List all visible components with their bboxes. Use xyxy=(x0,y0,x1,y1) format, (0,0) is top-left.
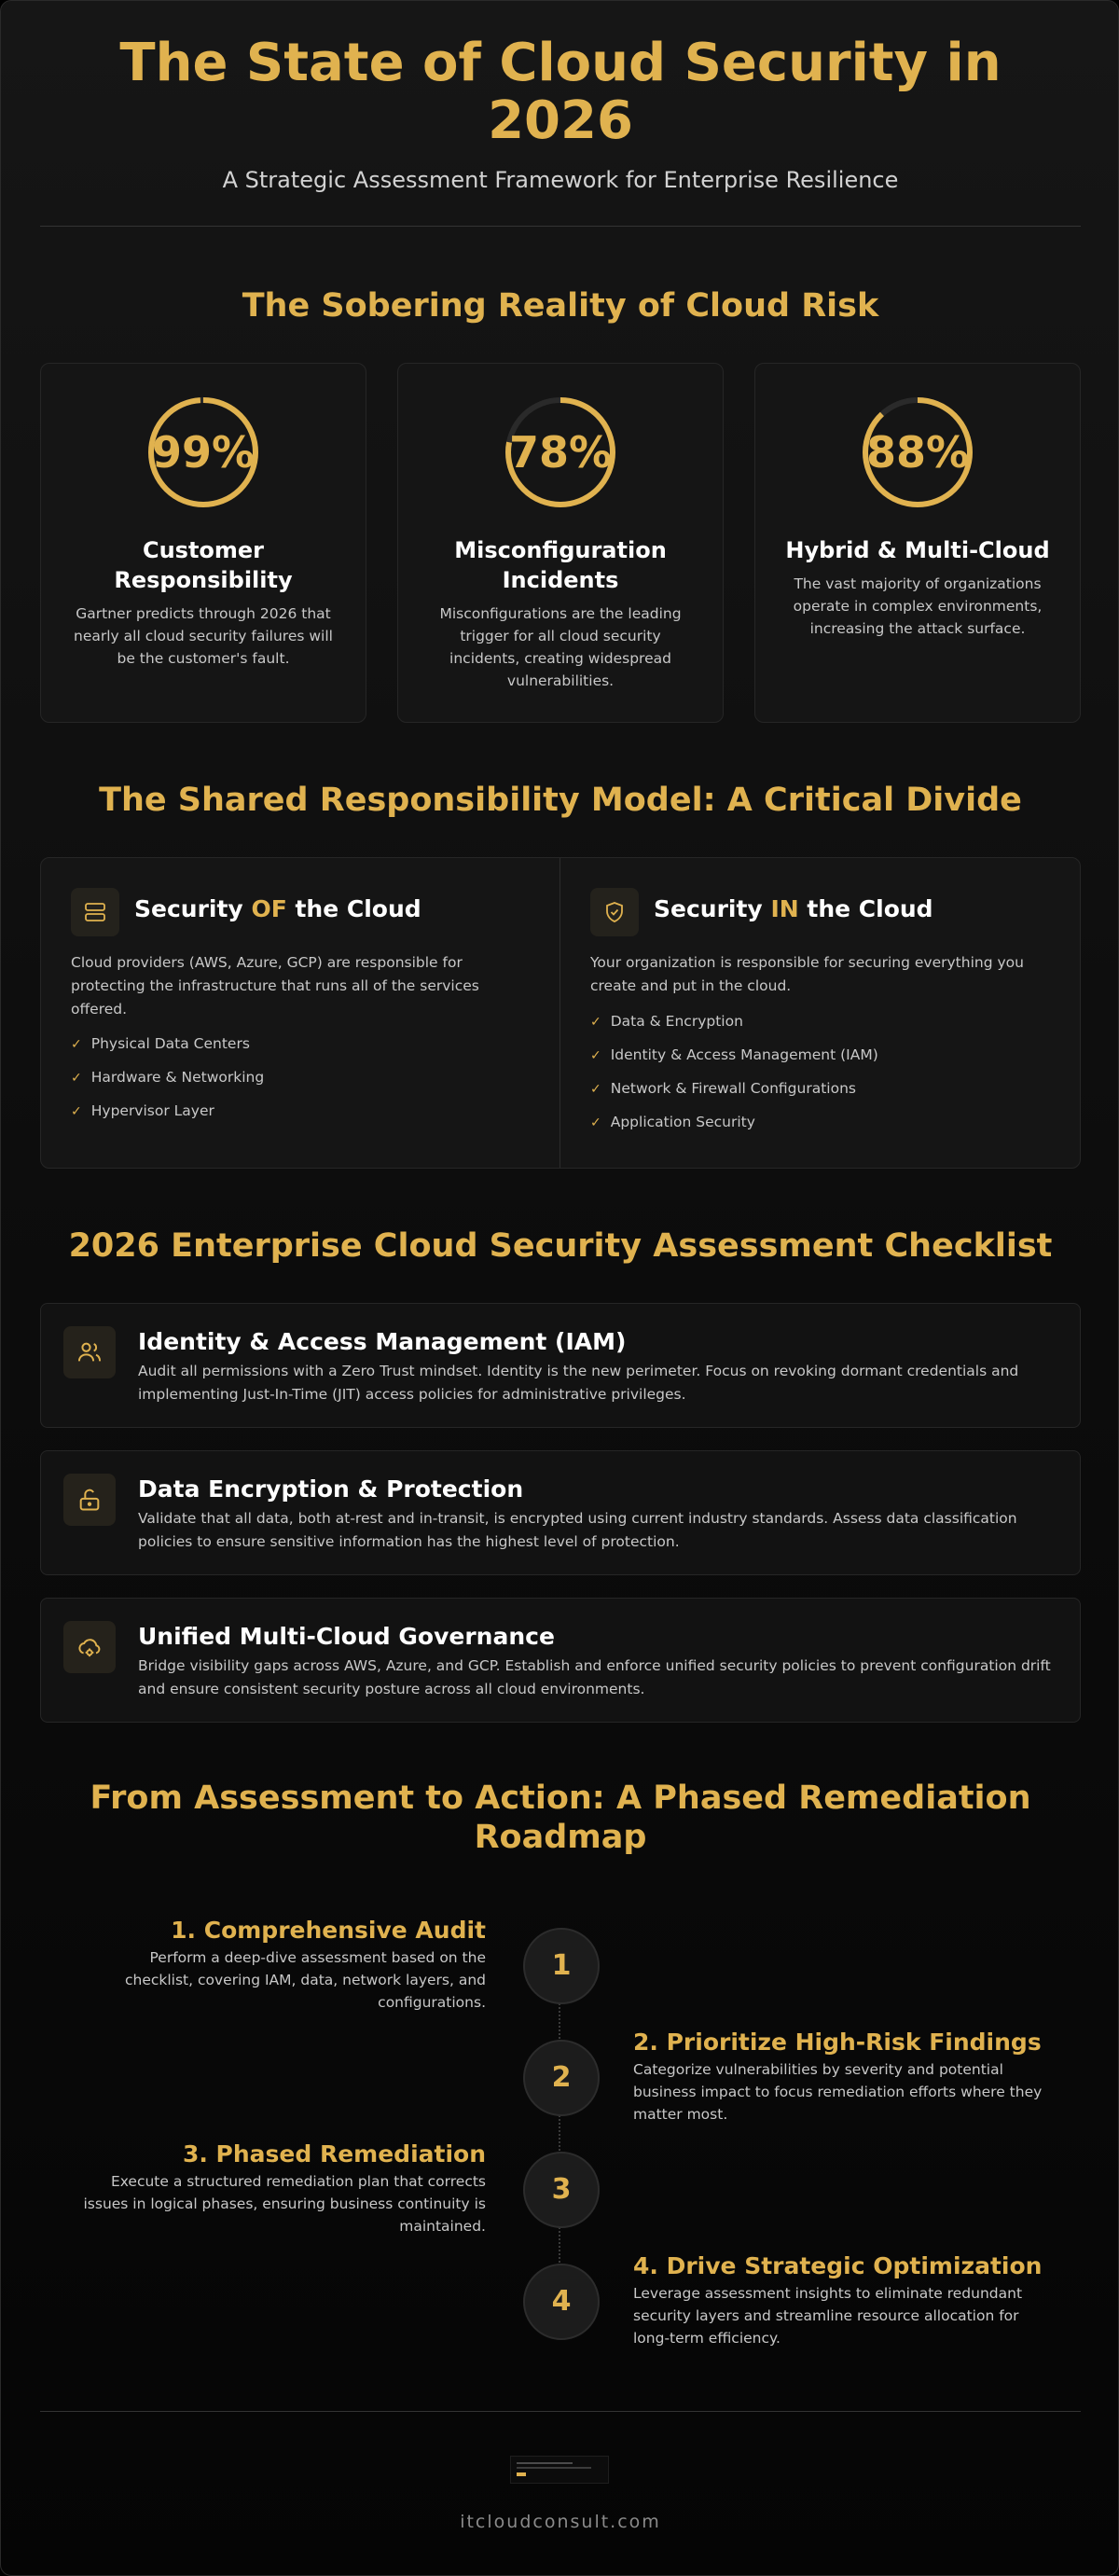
stat-value: 88% xyxy=(865,427,970,478)
stat-description: Misconfigurations are the leading trigger for all cloud security incidents, creating widespread vulnerabilities. xyxy=(439,605,682,689)
stat-card-hybrid-multicloud xyxy=(754,363,1081,723)
check-icon: ✓ xyxy=(71,1037,82,1052)
check-icon: ✓ xyxy=(590,1115,601,1130)
model-section-title: The Shared Responsibility Model: A Critical Divide xyxy=(99,782,1022,819)
page-title: The State of Cloud Security in 2026 xyxy=(119,33,1002,151)
stat-description: The vast majority of organizations operate in complex environments, increasing the attack surface. xyxy=(793,575,1043,637)
checklist-item-encryption xyxy=(40,1450,1081,1575)
checklist-item-description: Audit all permissions with a Zero Trust mindset. Identity is the new perimeter. Focus on revoking dormant credentials and implementing Just-In-Time (JIT) access policies for administrative privileges. xyxy=(138,1363,1019,1403)
stat-description: Gartner predicts through 2026 that nearly all cloud security failures will be the customer's fault. xyxy=(74,605,333,667)
list-item: ✓ Network & Firewall Configurations xyxy=(590,1080,856,1097)
list-item: ✓ Hardware & Networking xyxy=(71,1069,265,1086)
step-title: 1. Comprehensive Audit xyxy=(171,1917,486,1944)
check-icon: ✓ xyxy=(71,1104,82,1119)
step-number-1: 1 xyxy=(523,1928,600,2004)
lock-icon xyxy=(63,1474,116,1526)
checklist-section-title: 2026 Enterprise Cloud Security Assessment Checklist xyxy=(68,1227,1053,1265)
list-item: ✓ Data & Encryption xyxy=(590,1013,743,1030)
step-title: 2. Prioritize High-Risk Findings xyxy=(633,2029,1042,2056)
step-description: Perform a deep-dive assessment based on the checklist, covering IAM, data, network layers, and configurations. xyxy=(124,1949,486,2011)
checklist-item-title: Unified Multi-Cloud Governance xyxy=(138,1623,555,1650)
shield-check-icon xyxy=(590,888,639,936)
checklist-item-description: Validate that all data, both at-rest and in-transit, is encrypted using current industry standards. Assess data classification policies to ensure sensitive information has the highest level of protection. xyxy=(138,1510,1017,1550)
divider xyxy=(40,226,1081,227)
shared-responsibility-box xyxy=(40,857,1081,1169)
divider xyxy=(40,2411,1081,2412)
security-of-cloud-column xyxy=(41,858,560,1168)
users-icon xyxy=(63,1326,116,1378)
checklist-item-title: Identity & Access Management (IAM) xyxy=(138,1328,627,1355)
step-number-4: 4 xyxy=(523,2264,600,2340)
security-in-cloud-heading: Security IN the Cloud xyxy=(654,895,933,922)
list-item: ✓ Hypervisor Layer xyxy=(71,1102,214,1119)
step-title: 3. Phased Remediation xyxy=(182,2140,486,2167)
step-description: Execute a structured remediation plan that corrects issues in logical phases, ensuring business continuity is maintained. xyxy=(83,2173,486,2235)
check-icon: ✓ xyxy=(71,1071,82,1086)
roadmap-section-title: From Assessment to Action: A Phased Remediation Roadmap xyxy=(90,1780,1031,1856)
step-number-2: 2 xyxy=(523,2040,600,2116)
stat-card-customer-responsibility xyxy=(40,363,366,723)
step-description: Categorize vulnerabilities by severity and potential business impact to focus remediation efforts where they matter most. xyxy=(633,2061,1043,2123)
cloud-gear-icon xyxy=(63,1621,116,1673)
step-number-3: 3 xyxy=(523,2152,600,2228)
stat-title: Customer Responsibility xyxy=(114,537,293,593)
page-subtitle: A Strategic Assessment Framework for Enterprise Resilience xyxy=(222,167,899,193)
check-icon: ✓ xyxy=(590,1048,601,1063)
checklist-item-description: Bridge visibility gaps across AWS, Azure, and GCP. Establish and enforce unified security policies to prevent configuration drift and ensure consistent security posture across all cloud environments. xyxy=(138,1657,1051,1697)
security-in-cloud-column xyxy=(560,858,1079,1168)
server-icon xyxy=(71,888,119,936)
step-description: Leverage assessment insights to eliminate redundant security layers and streamline resource allocation for long-term efficiency. xyxy=(633,2285,1023,2347)
stat-title: Hybrid & Multi-Cloud xyxy=(785,537,1050,563)
risk-section-title: The Sobering Reality of Cloud Risk xyxy=(242,287,879,325)
security-of-cloud-description: Cloud providers (AWS, Azure, GCP) are responsible for protecting the infrastructure that runs all of the services offered. xyxy=(71,954,479,1018)
checklist-item-iam xyxy=(40,1303,1081,1428)
step-title: 4. Drive Strategic Optimization xyxy=(633,2252,1043,2279)
check-icon: ✓ xyxy=(590,1015,601,1030)
checklist-item-title: Data Encryption & Protection xyxy=(138,1475,524,1503)
list-item: ✓ Application Security xyxy=(590,1114,755,1130)
checklist-item-governance xyxy=(40,1598,1081,1723)
stat-card-misconfiguration xyxy=(397,363,724,723)
list-item: ✓ Identity & Access Management (IAM) xyxy=(590,1046,878,1063)
stat-value: 78% xyxy=(508,427,613,478)
list-item: ✓ Physical Data Centers xyxy=(71,1035,250,1052)
footer-site-link[interactable]: itcloudconsult.com xyxy=(460,2512,661,2532)
stat-value: 99% xyxy=(151,427,256,478)
check-icon: ✓ xyxy=(590,1082,601,1097)
stat-title: Misconfiguration Incidents xyxy=(454,537,667,593)
footer-thumbnail-image xyxy=(510,2456,609,2484)
security-in-cloud-description: Your organization is responsible for securing everything you create and put in the cloud. xyxy=(590,954,1024,994)
security-of-cloud-heading: Security OF the Cloud xyxy=(134,895,421,922)
